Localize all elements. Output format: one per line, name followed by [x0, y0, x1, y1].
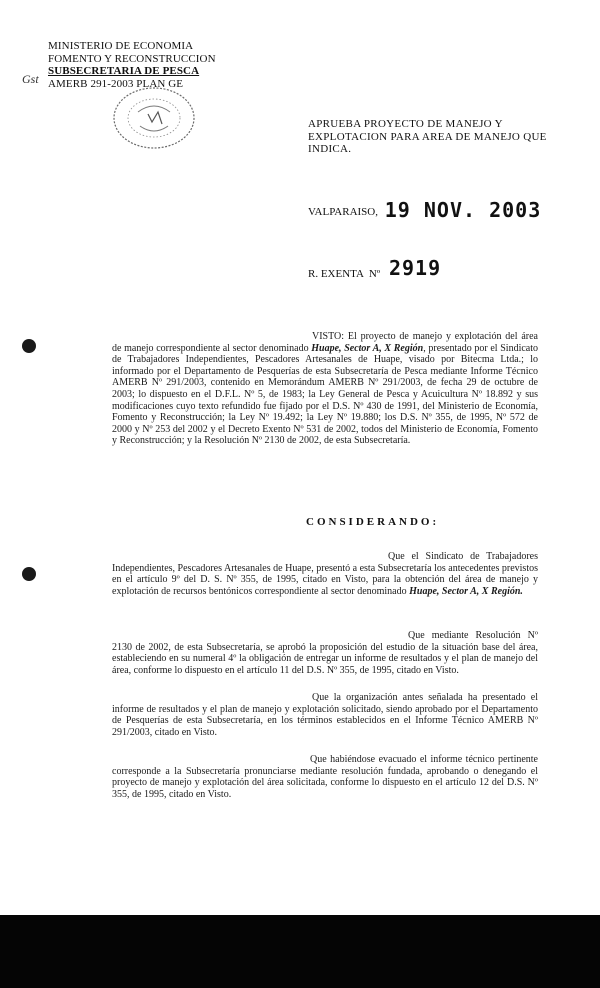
visto-text-rest: , presentado por el Sindicato de Trabajadores Independientes, Pescadores Artesanales de Huape, visado por Bitecma Ltda.; lo informado por el Departamento de Pesquerías de esta Subsecretaría de Pesca mediante Informe Técnico AMERB Nº 291/2003, contenido en Memorándum AMERB Nº 291/2003, de fecha 29 de octubre de 2003; lo dispuesto en el D.F.L. Nº 5, de 1983; la Ley General de Pesca y Acuicultura Nº 18.892 y sus modificaciones cuyo texto refundido fue fijado por el D.S. Nº 430 de 1991, del Ministerio de Economía, Fomento y Reconstrucción; la Ley Nº 19.492; la Ley Nº 19.880; los D.S. Nº 355, de 1995, Nº 572 de 2000 y Nº 253 del 2002 y el Decreto Exento Nº 531 de 2002, todos del Ministerio de Economía, Fomento y Reconstrucción; y la Resolución Nº 2130 de 2002, de esta Subsecretaría. [112, 342, 539, 447]
considerando-paragraph-2: Que mediante Resolución Nº 2130 de 2002, de esta Subsecretaría, se aprobó la proposición del estudio de la situación base del área, estableciendo en su numeral 4º la obligación de entregar un informe de resultados y el plan de manejo del área, conforme lo dispuesto en el artículo 11 del D.S. Nº 355, de 1995, citado en Visto. [112, 630, 538, 676]
ministry-line-2: FOMENTO Y RECONSTRUCCION [48, 52, 216, 65]
title-line-1: APRUEBA PROYECTO DE MANEJO Y [308, 118, 503, 130]
visto-text: VISTO: El proyecto de manejo y explotación del área de manejo correspondiente al sector denominado [112, 331, 538, 354]
considerando-1-text: Que el Sindicato de Trabajadores Independientes, Pescadores Artesanales de Huape, presentó a esta Subsecretaría los antecedentes previstos en el artículo 9º del D. S. Nº 355, de 1995, citado en Visto, para la obtención del área de manejo y explotación de recursos bentónicos correspondiente al sector denominado [112, 551, 538, 597]
considerando-paragraph-4: Que habiéndose evacuado el informe técnico pertinente corresponde a la Subsecretaría pronunciarse mediante resolución fundada, aprobando o denegando el proyecto de manejo y explotación del área solicitada, conforme lo dispuesto en el artículo 12 del D.S. Nº 355, de 1995, citado en Visto. [112, 754, 538, 800]
official-seal-stamp [108, 82, 200, 152]
exenta-number-line [308, 256, 441, 280]
ministry-line: MINISTERIO DE ECONOMIA [48, 40, 194, 52]
visto-paragraph [112, 331, 538, 447]
considerando-paragraph-3: Que la organización antes señalada ha presentado el informe de resultados y el plan de manejo y explotación solicitado, siendo aprobado por el Departamento de Pesquerías de esta Subsecretaría, en los términos establecidos en el Informe Técnico AMERB Nº 291/2003, citado en Visto. [112, 692, 538, 738]
punch-hole-top [22, 339, 36, 353]
scan-bottom-border [0, 915, 600, 988]
title-line-2: EXPLOTACION PARA AREA DE MANEJO QUE [308, 130, 547, 143]
considerando-heading: CONSIDERANDO: [306, 516, 440, 528]
subsecretaria-line: SUBSECRETARIA DE PESCA [48, 65, 200, 77]
title-line-3: INDICA. [308, 143, 352, 155]
punch-hole-bottom [22, 567, 36, 581]
place-label: VALPARAISO, [308, 206, 378, 218]
number-label: Nº [368, 268, 381, 280]
visto-sector-name: Huape, Sector A, X Región [311, 342, 424, 354]
handwritten-mark: Gst [22, 72, 39, 86]
considerando-1-sector: Huape, Sector A, X Región. [409, 585, 523, 597]
resolution-number: 2919 [388, 256, 442, 280]
considerando-paragraph-1 [112, 551, 538, 597]
reference-line: AMERB 291-2003 PLAN GE [48, 77, 184, 90]
exenta-label: R. EXENTA [308, 268, 364, 280]
date-stamp: 19 NOV. 2003 [384, 198, 542, 222]
resolution-title [308, 118, 580, 156]
place-date [308, 198, 541, 222]
